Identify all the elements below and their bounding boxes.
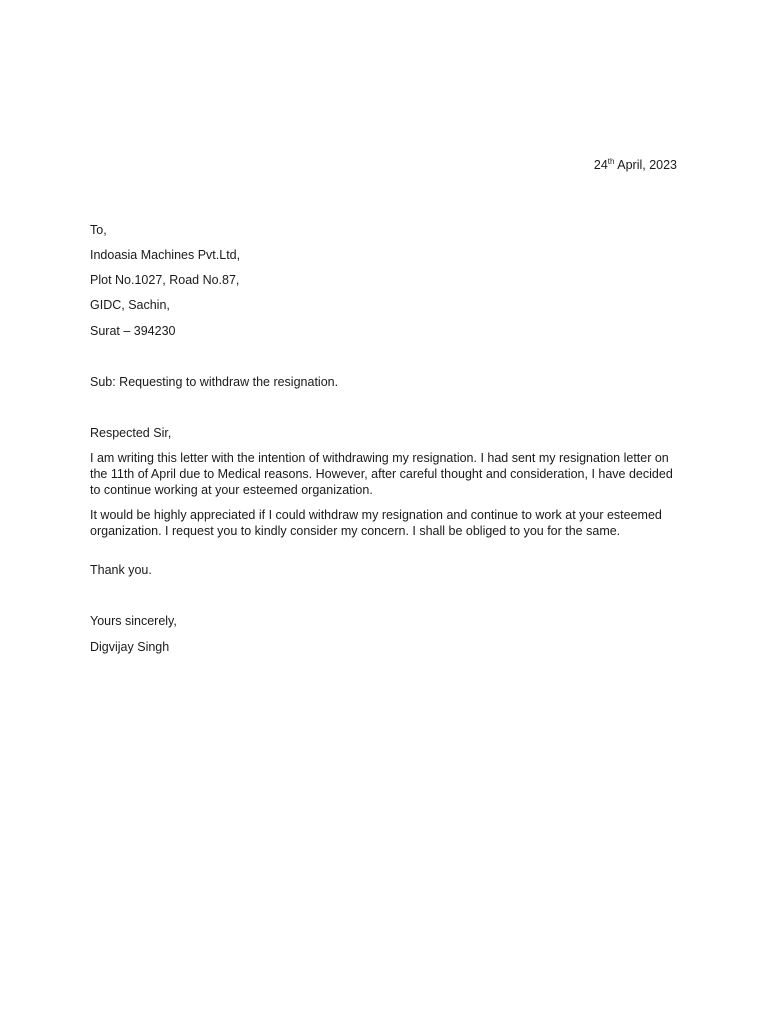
body-paragraph-2: It would be highly appreciated if I could withdraw my resignation and continue to work at your esteemed organization. I request you to kindly consider my concern. I shall be obliged to you for the same.	[90, 508, 662, 539]
recipient-address-line-1: Plot No.1027, Road No.87,	[90, 273, 240, 287]
letter-date	[594, 158, 677, 172]
recipient-address-line-2: GIDC, Sachin,	[90, 298, 170, 312]
recipient-to: To,	[90, 223, 107, 237]
closing-signatory: Digvijay Singh	[90, 640, 170, 654]
letter-greeting: Respected Sir,	[90, 426, 172, 440]
recipient-address-line-3: Surat – 394230	[90, 324, 176, 338]
recipient-company: Indoasia Machines Pvt.Ltd,	[90, 248, 241, 262]
date-month-year: April, 2023	[614, 158, 677, 172]
date-day-suffix: th	[607, 157, 615, 166]
closing-valediction: Yours sincerely,	[90, 614, 177, 628]
date-day: 24	[593, 158, 608, 172]
body-paragraph-1: I am writing this letter with the intention of withdrawing my resignation. I had sent my resignation letter on the 11th of April due to Medical reasons. However, after careful thought and consideration, I have decided to continue working at your esteemed organization.	[90, 451, 673, 498]
letter-subject: Sub: Requesting to withdraw the resignation.	[90, 375, 339, 389]
body-thanks: Thank you.	[90, 563, 152, 577]
